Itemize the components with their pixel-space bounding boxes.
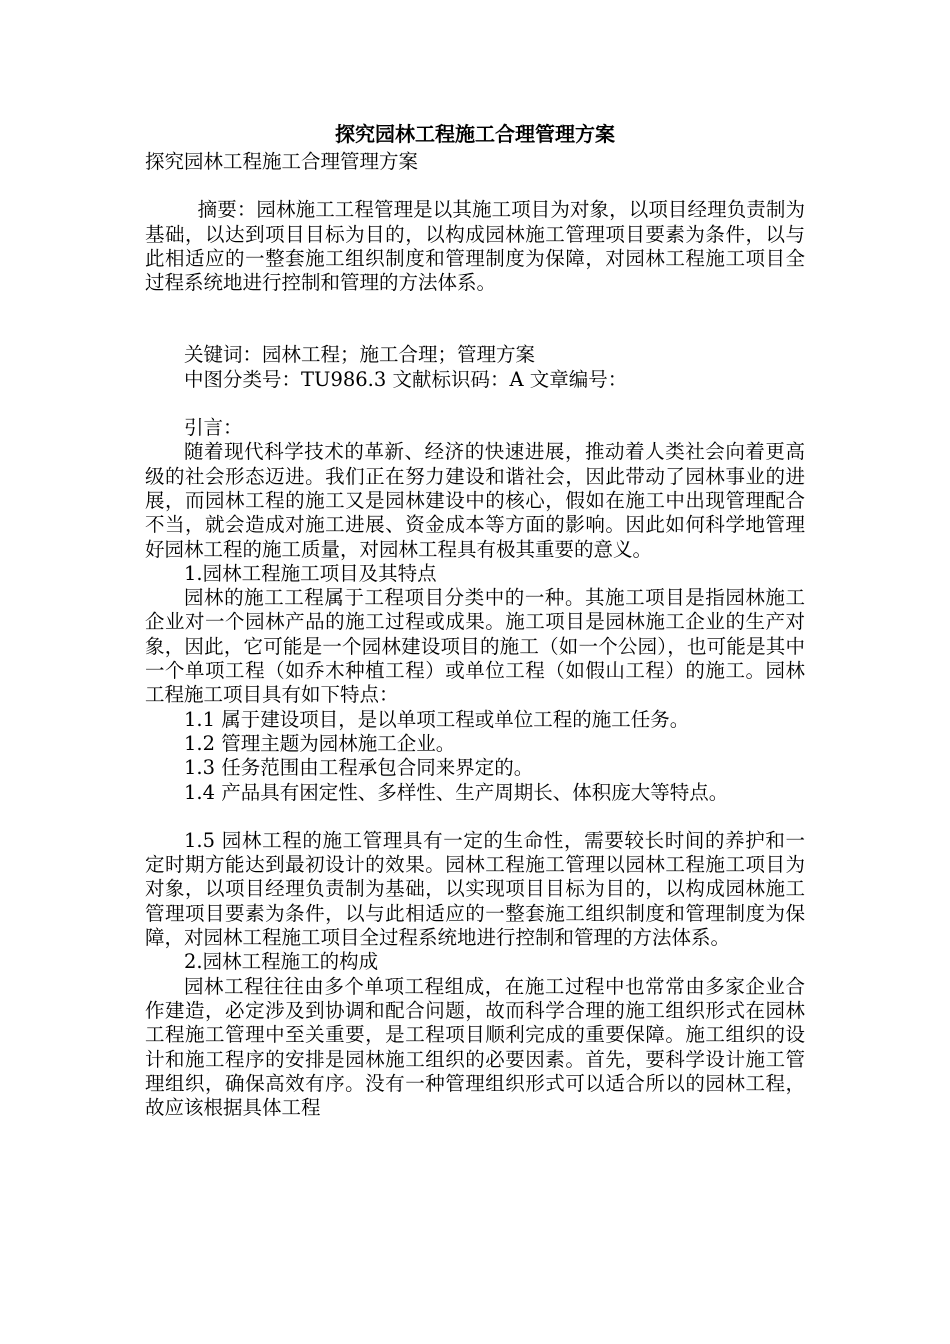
document-subtitle: 探究园林工程施工合理管理方案: [145, 150, 419, 173]
section-1-heading: 1.园林工程施工项目及其特点: [184, 561, 437, 585]
document-title: 探究园林工程施工合理管理方案: [335, 122, 615, 146]
section-1-1-item: 1.1 属于建设项目，是以单项工程或单位工程的施工任务。: [184, 707, 690, 731]
keywords-line: 关键词：园林工程；施工合理；管理方案: [184, 343, 536, 367]
classification-line: 中图分类号：TU986.3 文献标识码：A 文章编号：: [184, 367, 628, 391]
spacer: [145, 805, 805, 829]
section-1-paragraph: 园林的施工工程属于工程项目分类中的一种。其施工项目是指园林施工企业对一个园林产品的施工过程或成果。施工项目是园林施工企业的生产对象，因此，它可能是一个园林建设项目的施工（如一个公园），也可能是其中一个单项工程（如乔木种植工程）或单位工程（如假山工程）的施工。园林工程施工项目具有如下特点：: [145, 586, 805, 707]
intro-heading: 引言：: [184, 416, 243, 440]
document-page: [145, 120, 805, 1120]
section-2-heading: 2.园林工程施工的构成: [184, 950, 379, 974]
section-1-2-item: 1.2 管理主题为园林施工企业。: [184, 731, 456, 755]
abstract-paragraph: 摘要：园林施工工程管理是以其施工项目为对象，以项目经理负责制为基础，以达到项目目标为目的，以构成园林施工管理项目要素为条件，以与此相适应的一整套施工组织制度和管理制度为保障，对园林工程施工项目全过程系统地进行控制和管理的方法体系。: [145, 198, 805, 295]
intro-paragraph: 随着现代科学技术的革新、经济的快速进展，推动着人类社会向着更高级的社会形态迈进。我们正在努力建设和谐社会，因此带动了园林事业的进展，而园林工程的施工又是园林建设中的核心，假如在施工中出现管理配合不当，就会造成对施工进展、资金成本等方面的影响。因此如何科学地管理好园林工程的施工质量，对园林工程具有极其重要的意义。: [145, 440, 805, 561]
section-2-paragraph: 园林工程往往由多个单项工程组成，在施工过程中也常常由多家企业合作建造，必定涉及到协调和配合问题，故而科学合理的施工组织形式在园林工程施工管理中至关重要，是工程项目顺利完成的重要保障。施工组织的设计和施工程序的安排是园林施工组织的必要因素。首先，要科学设计施工管理组织，确保高效有序。没有一种管理组织形式可以适合所以的园林工程，故应该根据具体工程: [145, 974, 805, 1120]
section-1-3-item: 1.3 任务范围由工程承包合同来界定的。: [184, 756, 534, 780]
section-1-5-paragraph: 1.5 园林工程的施工管理具有一定的生命性，需要较长时间的养护和一定时期方能达到最初设计的效果。园林工程施工管理以园林工程施工项目为对象，以项目经理负责制为基础，以实现项目目标为目的，以构成园林施工管理项目要素为条件，以与此相适应的一整套施工组织制度和管理制度为保障，对园林工程施工项目全过程系统地进行控制和管理的方法体系。: [145, 828, 805, 950]
spacer: [145, 392, 805, 416]
section-1-4-item: 1.4 产品具有困定性、多样性、生产周期长、体积庞大等特点。: [184, 780, 729, 804]
